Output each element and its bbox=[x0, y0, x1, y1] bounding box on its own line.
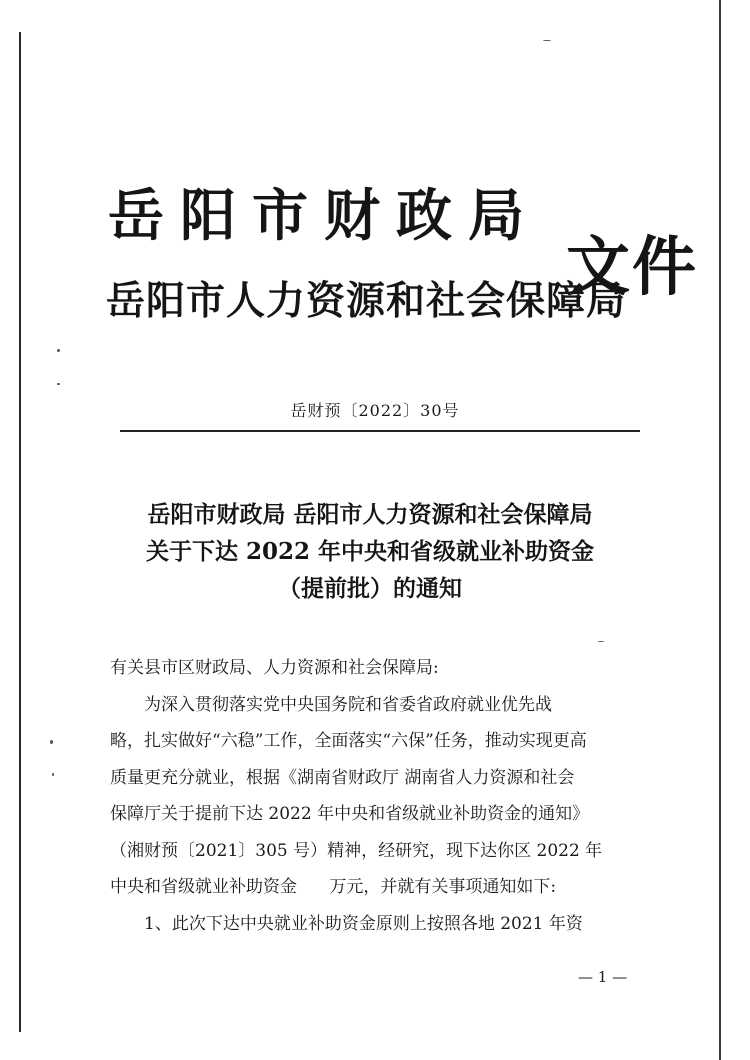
page-number: — 1 — bbox=[578, 968, 628, 986]
notice-body bbox=[110, 650, 630, 942]
scan-speck bbox=[598, 641, 604, 642]
scan-speck bbox=[57, 383, 60, 385]
notice-title-line: 关于下达 2022 年中央和省级就业补助资金 bbox=[145, 538, 595, 565]
body-line: （湘财预〔2021〕305 号）精神，经研究，现下达你区 2022 年 bbox=[110, 840, 603, 861]
document-number: 岳财预〔2022〕30号 bbox=[290, 401, 460, 420]
issuer-name-finance-bureau: 岳阳市财政局 bbox=[108, 183, 540, 249]
body-line: 质量更充分就业，根据《湖南省财政厅 湖南省人力资源和社会 bbox=[110, 767, 575, 788]
notice-title-line: 岳阳市财政局 岳阳市人力资源和社会保障局 bbox=[147, 501, 593, 528]
document-label: 文件 bbox=[566, 230, 698, 305]
scan-speck bbox=[57, 349, 60, 352]
scan-speck bbox=[543, 40, 551, 41]
body-line: 略，扎实做好“六稳”工作，全面落实“六保”任务，推动实现更高 bbox=[110, 731, 587, 751]
body-line: 为深入贯彻落实党中央国务院和省委省政府就业优先战 bbox=[144, 694, 552, 715]
red-head-divider bbox=[120, 430, 640, 432]
scan-speck bbox=[50, 740, 53, 744]
body-line: 1、此次下达中央就业补助资金原则上按照各地 2021 年资 bbox=[144, 913, 583, 934]
issuer-name-hr-bureau: 岳阳市人力资源和社会保障局 bbox=[106, 278, 627, 324]
scan-speck bbox=[52, 773, 54, 776]
notice-title bbox=[60, 496, 680, 607]
scan-border-right bbox=[719, 0, 721, 1060]
body-line: 保障厅关于提前下达 2022 年中央和省级就业补助资金的通知》 bbox=[110, 804, 590, 824]
salutation: 有关县市区财政局、人力资源和社会保障局: bbox=[110, 658, 439, 678]
body-line: 中央和省级就业补助资金 万元，并就有关事项通知如下: bbox=[110, 877, 557, 897]
scan-border-left bbox=[19, 32, 21, 1032]
notice-title-line: （提前批）的通知 bbox=[278, 575, 462, 602]
